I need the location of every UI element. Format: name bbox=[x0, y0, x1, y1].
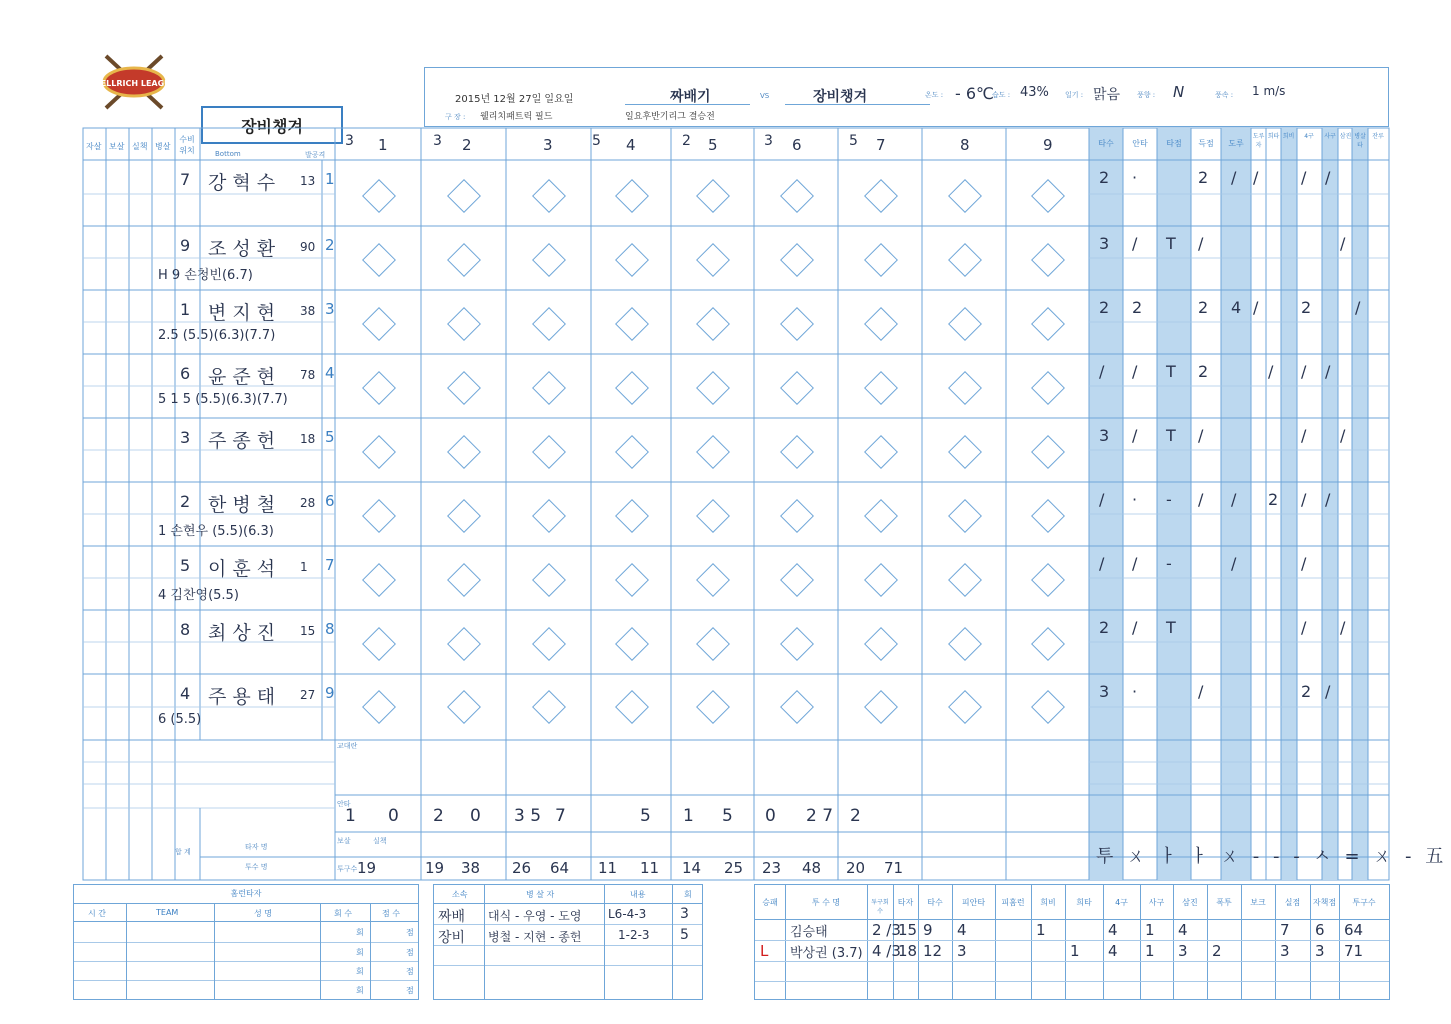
batter-number: 28 bbox=[300, 496, 316, 510]
pitch-count-value: 11 bbox=[640, 859, 660, 877]
batter-number: 15 bbox=[300, 624, 316, 638]
pitch-count-value: 26 bbox=[512, 859, 532, 877]
batter-stat: 2 bbox=[1301, 682, 1312, 701]
pitcher-at-bats: 9 bbox=[923, 921, 933, 939]
inning-header-3: 3 bbox=[543, 136, 553, 154]
batter-stat: / bbox=[1301, 554, 1307, 573]
batter-name: 윤준현 bbox=[208, 366, 282, 388]
batting-order: 2 bbox=[325, 236, 335, 254]
batter-stat: T bbox=[1166, 234, 1176, 253]
pitcher-table-header: 피홈런 bbox=[1001, 898, 1025, 907]
inning-note-4: 5 bbox=[592, 133, 601, 149]
batter-name: 조성환 bbox=[208, 238, 282, 260]
dp-row-2-players: 병철 - 지현 - 종헌 bbox=[488, 930, 582, 944]
batter-stat: / bbox=[1340, 618, 1346, 637]
stat-header-caught: 도루자 bbox=[1252, 133, 1265, 149]
batting-order: 8 bbox=[325, 620, 335, 638]
batter-position: 5 bbox=[180, 556, 191, 575]
pitch-count-value: 64 bbox=[550, 859, 570, 877]
svg-text:WELLRICH LEAGUE: WELLRICH LEAGUE bbox=[91, 79, 177, 88]
batter-stat: - bbox=[1166, 490, 1172, 509]
pitcher-table-header: 실점 bbox=[1284, 898, 1301, 907]
batter-stat: / bbox=[1301, 168, 1307, 187]
team-box-name: 장비챙겨 bbox=[241, 117, 303, 136]
pitcher-at-bats: 12 bbox=[923, 942, 943, 960]
inning-hits-value: 0 bbox=[470, 806, 481, 826]
totals-label: 합 계 bbox=[175, 848, 191, 856]
pitch-count-value: 19 bbox=[357, 859, 377, 877]
pitcher-table-header: 희비 bbox=[1040, 898, 1056, 907]
inning-note-2: 3 bbox=[433, 133, 442, 149]
inning-header-2: 2 bbox=[462, 136, 472, 154]
batter-name: 주용태 bbox=[208, 686, 282, 708]
wind-speed-label: 풍속 : bbox=[1215, 91, 1234, 99]
field-label: 구 장 : bbox=[445, 113, 466, 121]
inning-hits-value: 0 bbox=[765, 806, 776, 826]
pitcher-runs: 3 bbox=[1280, 942, 1290, 960]
batter-stat: / bbox=[1132, 362, 1138, 381]
batter-number: 78 bbox=[300, 368, 316, 382]
pitcher-table-header: 4구 bbox=[1115, 898, 1128, 907]
batter-stat: / bbox=[1099, 490, 1105, 509]
hr-row-2-inning: 회 bbox=[356, 948, 364, 957]
inning-hits-value: 5 bbox=[722, 806, 733, 826]
dp-row-1-inning: 3 bbox=[680, 906, 689, 922]
weather-label: 일기 : bbox=[1065, 91, 1084, 99]
header-position: 수비위치 bbox=[179, 135, 195, 155]
batter-stat: / bbox=[1301, 618, 1307, 637]
pitcher-hbp: 1 bbox=[1145, 921, 1155, 939]
pitch-count-value: 11 bbox=[598, 859, 618, 877]
batter-stat: / bbox=[1340, 426, 1346, 445]
batter-stat: T bbox=[1166, 426, 1176, 445]
batter-stat: / bbox=[1325, 490, 1331, 509]
pitch-count-value: 38 bbox=[461, 859, 481, 877]
pitcher-table-header: 투구수 bbox=[1352, 898, 1376, 907]
batting-order: 1 bbox=[325, 170, 335, 188]
dp-header-players: 병 살 자 bbox=[526, 890, 555, 899]
batter-stat: / bbox=[1099, 362, 1105, 381]
inning-hits-value: 1 bbox=[345, 806, 356, 826]
pitch-count-value: 20 bbox=[846, 859, 866, 877]
dp-row-2-content: 1-2-3 bbox=[618, 928, 650, 942]
batter-position: 3 bbox=[180, 428, 191, 447]
batter-name: 강혁수 bbox=[208, 172, 282, 194]
field-value: 웰리치패트릭 필드 bbox=[480, 112, 553, 122]
substitute-note: H 9 손청빈(6.7) bbox=[158, 268, 253, 283]
inning-header-6: 6 bbox=[792, 136, 802, 154]
hr-header-time: 시 간 bbox=[88, 909, 106, 918]
stat-header-strikeouts: 삼진 bbox=[1339, 133, 1352, 140]
batter-stat: 2 bbox=[1198, 362, 1209, 381]
pitcher-bb: 4 bbox=[1108, 921, 1118, 939]
summary-marks: 투 ㄨ ㅏ ㅏ ㄨ - - - ㅅ = ㄨ - 五 bbox=[1096, 846, 1448, 867]
stat-header-rbi: 타점 bbox=[1166, 139, 1182, 148]
batter-stat: 2 bbox=[1099, 298, 1110, 317]
pitcher-table bbox=[754, 884, 1390, 1000]
inning-hits-value: 0 bbox=[388, 806, 399, 826]
inning-header-4: 4 bbox=[626, 136, 636, 154]
pitcher-table-header: 투 수 명 bbox=[811, 898, 841, 907]
batter-stat: / bbox=[1231, 168, 1237, 187]
pitcher-pitches: 64 bbox=[1344, 921, 1364, 939]
batter-number: 38 bbox=[300, 304, 316, 318]
dp-header-team: 소속 bbox=[452, 890, 468, 899]
humidity-value: 43% bbox=[1020, 85, 1049, 100]
dp-row-2-team: 장비 bbox=[438, 930, 466, 946]
batter-number: 27 bbox=[300, 688, 316, 702]
inning-note-5: 2 bbox=[682, 133, 691, 149]
inning-header-5: 5 bbox=[708, 136, 718, 154]
pitcher-table-header: 삼진 bbox=[1182, 898, 1198, 907]
batter-name: 주종헌 bbox=[208, 430, 282, 452]
bat-order-label: 발공격 bbox=[305, 151, 326, 159]
batter-stat: / bbox=[1198, 682, 1204, 701]
header-putout: 자살 bbox=[86, 142, 102, 151]
stat-header-lob: 잔루 bbox=[1372, 133, 1384, 140]
stat-header-gidp: 병살타 bbox=[1354, 133, 1366, 149]
batter-stat: / bbox=[1132, 618, 1138, 637]
pitch-count-label: 투구수 bbox=[337, 865, 358, 873]
pitcher-table-header: 폭투 bbox=[1216, 898, 1232, 907]
inning-header-1: 1 bbox=[378, 136, 388, 154]
batter-stat: 3 bbox=[1099, 234, 1110, 253]
batter-name: 한병철 bbox=[208, 494, 282, 516]
batter-stat: 3 bbox=[1099, 426, 1110, 445]
header-error: 실책 bbox=[132, 142, 148, 151]
inning-hits-value: 2 7 bbox=[806, 806, 834, 826]
batter-stat: · bbox=[1132, 682, 1138, 701]
stat-header-steals: 도루 bbox=[1228, 139, 1244, 148]
batter-stat: / bbox=[1325, 362, 1331, 381]
pitcher-hits: 4 bbox=[957, 921, 967, 939]
pitcher-label: 투수 명 bbox=[245, 863, 268, 871]
pitcher-table-header: 희타 bbox=[1076, 898, 1092, 907]
pitcher-innings: 2 /3 bbox=[872, 921, 901, 939]
batter-stat: / bbox=[1231, 554, 1237, 573]
inning-hits-value: 5 bbox=[640, 806, 651, 826]
substitute-note: 6 (5.5) bbox=[158, 712, 202, 727]
batter-stat: 3 bbox=[1099, 682, 1110, 701]
pitcher-hits: 3 bbox=[957, 942, 967, 960]
batter-stat: / bbox=[1132, 234, 1138, 253]
batter-number: 90 bbox=[300, 240, 316, 254]
dp-header-content: 내용 bbox=[630, 890, 646, 899]
batter-stat: / bbox=[1132, 426, 1138, 445]
pitcher-result: L bbox=[760, 942, 769, 960]
hr-header-inning: 회 수 bbox=[334, 909, 352, 918]
batting-order: 7 bbox=[325, 556, 335, 574]
pitcher-table-header: 승패 bbox=[762, 898, 778, 907]
wind-direction-label: 풍향 : bbox=[1137, 91, 1156, 99]
sacrifice-label: 보살 bbox=[337, 837, 351, 845]
pitcher-table-header: 자책점 bbox=[1312, 898, 1337, 907]
batting-order: 9 bbox=[325, 684, 335, 702]
dp-row-1-team: 짜배 bbox=[438, 909, 466, 925]
batter-position: 4 bbox=[180, 684, 191, 703]
pitcher-table-header: 투구회수 bbox=[871, 899, 889, 915]
pitch-count-value: 14 bbox=[682, 859, 702, 877]
batter-stat: / bbox=[1340, 234, 1346, 253]
batter-stat: / bbox=[1301, 490, 1307, 509]
batter-stat: / bbox=[1231, 490, 1237, 509]
game-date: 2015년 12월 27일 일요일 bbox=[455, 94, 574, 105]
batting-order: 6 bbox=[325, 492, 335, 510]
pitcher-sh: 1 bbox=[1070, 942, 1080, 960]
batter-stat: / bbox=[1198, 234, 1204, 253]
batting-order: 4 bbox=[325, 364, 335, 382]
pitcher-batters: 15 bbox=[898, 921, 918, 939]
humidity-label: 습도 : bbox=[992, 91, 1011, 99]
inning-hits-value: 2 bbox=[433, 806, 444, 826]
stat-header-walks: 4구 bbox=[1304, 133, 1314, 140]
dp-row-2-inning: 5 bbox=[680, 927, 689, 943]
pitch-count-value: 19 bbox=[425, 859, 445, 877]
error-label: 실책 bbox=[373, 837, 387, 845]
hr-row-2-runs: 점 bbox=[406, 948, 414, 957]
batter-stat: / bbox=[1355, 298, 1361, 317]
stat-header-runs: 득점 bbox=[1198, 139, 1214, 148]
batter-stat: / bbox=[1099, 554, 1105, 573]
stat-header-at-bats: 타수 bbox=[1098, 139, 1114, 148]
hr-header-runs: 점 수 bbox=[382, 909, 400, 918]
batter-stat: 2 bbox=[1198, 298, 1209, 317]
batter-stat: / bbox=[1253, 298, 1259, 317]
batter-number: 13 bbox=[300, 174, 316, 188]
inning-note-1: 3 bbox=[345, 133, 354, 149]
pitcher-table-header: 피안타 bbox=[961, 898, 986, 907]
pitcher-table-header: 타수 bbox=[927, 898, 943, 907]
batter-stat: / bbox=[1325, 168, 1331, 187]
pitcher-innings: 4 /3 bbox=[872, 942, 901, 960]
dp-row-1-content: L6-4-3 bbox=[608, 907, 647, 921]
batter-name: 최상진 bbox=[208, 622, 282, 644]
hr-row-1-runs: 점 bbox=[406, 928, 414, 937]
hr-row-1-inning: 회 bbox=[356, 928, 364, 937]
batter-stat: 2 bbox=[1301, 298, 1312, 317]
substitute-note: 2.5 (5.5)(6.3)(7.7) bbox=[158, 328, 276, 343]
substitute-note: 5 1 5 (5.5)(6.3)(7.7) bbox=[158, 392, 288, 407]
batter-stat: 2 bbox=[1132, 298, 1143, 317]
pitcher-er: 6 bbox=[1315, 921, 1325, 939]
temp-value: - 6℃ bbox=[955, 84, 995, 103]
hr-row-4-runs: 점 bbox=[406, 986, 414, 995]
inning-note-6: 3 bbox=[764, 133, 773, 149]
temp-label: 온도 : bbox=[925, 91, 944, 99]
batter-stat: 2 bbox=[1099, 618, 1110, 637]
substitute-note: 1 손현우 (5.5)(6.3) bbox=[158, 524, 274, 539]
batter-stat: 2 bbox=[1198, 168, 1209, 187]
stat-header-hits: 안타 bbox=[1132, 139, 1148, 148]
pitcher-sf: 1 bbox=[1036, 921, 1046, 939]
game-type: 일요후반기리그 결승전 bbox=[625, 112, 715, 122]
batter-stat: 2 bbox=[1268, 490, 1279, 509]
pitcher-table-header: 보크 bbox=[1250, 898, 1266, 907]
hr-header-name: 성 명 bbox=[254, 909, 272, 918]
batter-stat: · bbox=[1132, 490, 1138, 509]
batter-position: 9 bbox=[180, 236, 191, 255]
batter-position: 8 bbox=[180, 620, 191, 639]
batter-stat: / bbox=[1198, 490, 1204, 509]
stat-header-hbp: 사구 bbox=[1324, 133, 1336, 140]
inning-hits-value: 7 bbox=[555, 806, 566, 826]
dp-row-1-players: 대식 - 우영 - 도영 bbox=[488, 909, 582, 923]
batter-name: 변지현 bbox=[208, 302, 282, 324]
pitcher-so: 4 bbox=[1178, 921, 1188, 939]
pitcher-wp: 2 bbox=[1212, 942, 1222, 960]
batter-stat: T bbox=[1166, 618, 1176, 637]
pitch-count-value: 71 bbox=[884, 859, 904, 877]
batter-label: 타자 명 bbox=[245, 843, 268, 851]
inning-hits-value: 2 bbox=[850, 806, 861, 826]
bottom-label: Bottom bbox=[215, 150, 241, 158]
pitcher-er: 3 bbox=[1315, 942, 1325, 960]
hr-row-3-runs: 점 bbox=[406, 967, 414, 976]
home-team-name: 짜배기 bbox=[670, 89, 711, 105]
pitcher-pitches: 71 bbox=[1344, 942, 1364, 960]
inning-header-9: 9 bbox=[1043, 136, 1053, 154]
pitch-count-value: 48 bbox=[802, 859, 822, 877]
pitcher-name: 박상권 (3.7) bbox=[790, 946, 863, 961]
inning-hits-value: 1 bbox=[683, 806, 694, 826]
hr-row-4-inning: 회 bbox=[356, 986, 364, 995]
weather-value: 맑음 bbox=[1093, 87, 1121, 103]
batter-stat: / bbox=[1325, 682, 1331, 701]
inning-header-8: 8 bbox=[960, 136, 970, 154]
vs-label: VS bbox=[760, 92, 770, 100]
pitch-count-value: 25 bbox=[724, 859, 744, 877]
batter-number: 1 bbox=[300, 560, 308, 574]
pitch-count-value: 23 bbox=[762, 859, 782, 877]
batter-stat: / bbox=[1132, 554, 1138, 573]
hr-header-team: TEAM bbox=[156, 908, 179, 917]
batter-position: 6 bbox=[180, 364, 191, 383]
batter-stat: - bbox=[1166, 554, 1172, 573]
batter-stat: / bbox=[1301, 426, 1307, 445]
batting-order: 5 bbox=[325, 428, 335, 446]
homerun-title: 홈런타자 bbox=[230, 889, 262, 898]
batter-stat: T bbox=[1166, 362, 1176, 381]
batter-stat: / bbox=[1268, 362, 1274, 381]
batter-stat: / bbox=[1301, 362, 1307, 381]
pitcher-name: 김승태 bbox=[790, 925, 828, 940]
batter-stat: / bbox=[1253, 168, 1259, 187]
inning-note-7: 5 bbox=[849, 133, 858, 149]
pitcher-hbp: 1 bbox=[1145, 942, 1155, 960]
pitcher-bb: 4 bbox=[1108, 942, 1118, 960]
hits-label: 안타 bbox=[337, 800, 351, 808]
batter-number: 18 bbox=[300, 432, 316, 446]
stat-header-sac-hit: 희타 bbox=[1267, 133, 1280, 140]
substitute-note: 4 김찬영(5.5) bbox=[158, 588, 239, 603]
batter-stat: / bbox=[1198, 426, 1204, 445]
pitcher-table-header: 타자 bbox=[897, 898, 914, 907]
wind-speed-value: 1 m/s bbox=[1252, 84, 1286, 98]
batter-name: 이훈석 bbox=[208, 558, 282, 580]
batting-order: 3 bbox=[325, 300, 335, 318]
pitcher-batters: 18 bbox=[898, 942, 918, 960]
batter-stat: 4 bbox=[1231, 298, 1242, 317]
batter-position: 1 bbox=[180, 300, 191, 319]
dp-header-inning: 회 bbox=[684, 890, 692, 899]
wind-direction-value: N bbox=[1173, 83, 1185, 101]
pitcher-table-header: 사구 bbox=[1148, 898, 1165, 907]
header-double-play: 병살 bbox=[155, 142, 171, 151]
batter-stat: 2 bbox=[1099, 168, 1110, 187]
batter-position: 7 bbox=[180, 170, 191, 189]
batter-position: 2 bbox=[180, 492, 191, 511]
header-assist: 보살 bbox=[109, 142, 125, 151]
homerun-table bbox=[73, 884, 419, 1000]
double-play-table bbox=[433, 884, 703, 1000]
substitute-label: 교대란 bbox=[337, 742, 358, 750]
inning-header-7: 7 bbox=[876, 136, 886, 154]
hr-row-3-inning: 회 bbox=[356, 967, 364, 976]
pitcher-so: 3 bbox=[1178, 942, 1188, 960]
pitcher-runs: 7 bbox=[1280, 921, 1290, 939]
away-team-name: 장비챙겨 bbox=[813, 89, 868, 105]
stat-header-sac-fly: 희비 bbox=[1282, 133, 1295, 140]
batter-stat: · bbox=[1132, 168, 1138, 187]
inning-hits-value: 3 5 bbox=[514, 806, 542, 826]
